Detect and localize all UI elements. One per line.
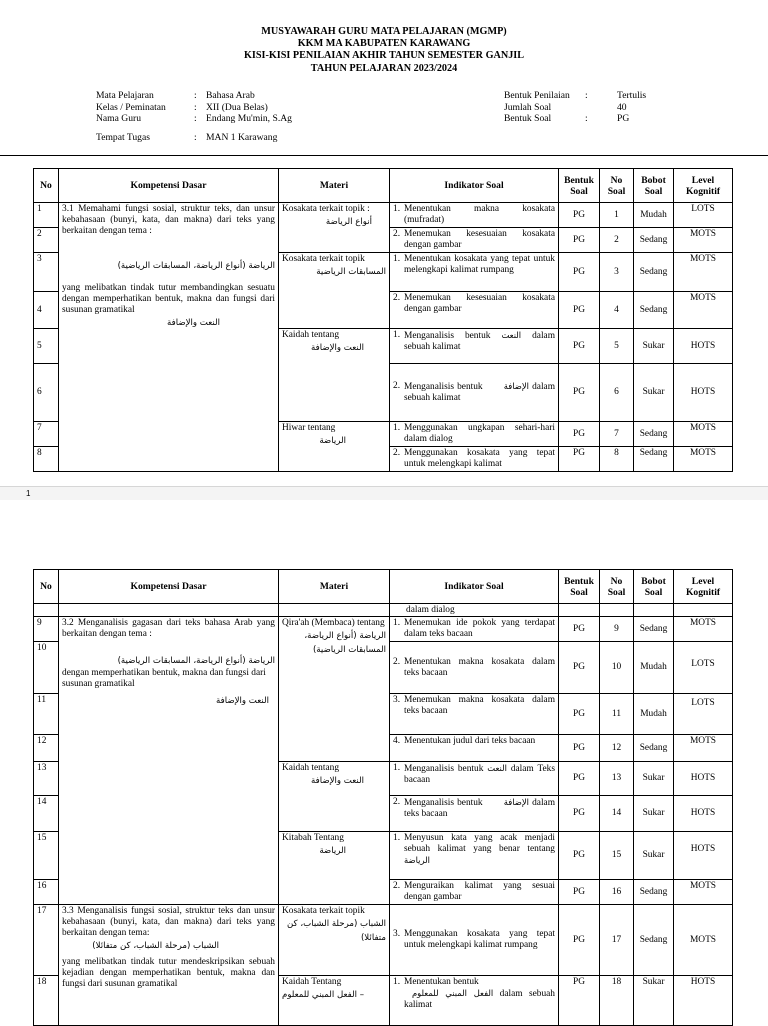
indikator-text: dalam sebuah kalimat [404,331,556,352]
cell-bobot: Sedang [634,880,674,905]
cell-no: 18 [34,976,59,1026]
kd-arabic: النعت والإضافة [167,318,220,328]
materi-text: Kitabah Tentang [282,833,344,843]
materi-text: Hiwar tentang [282,423,336,433]
cell-level: LOTS [674,203,733,228]
cell-bentuk: PG [559,694,600,735]
materi-text: Kosakata terkait topik [282,906,365,916]
indikator-number: 1. [393,618,401,628]
cell-indikator [390,447,559,472]
cell-kompetensi-dasar [59,617,279,905]
indikator-text: Teks bacaan [404,764,556,785]
th-indikator: Indikator Soal [390,169,559,203]
cell-indikator [390,832,559,880]
cell-level: MOTS [674,905,733,976]
cell-level: HOTS [674,796,733,832]
indikator-number: 2. [393,881,401,891]
cell-level: MOTS [674,447,733,472]
indikator-arabic: الإضافة [503,381,529,391]
cell-bobot: Sukar [634,832,674,880]
cell-no: 16 [34,880,59,905]
indikator-text: Menentukan bentuk [404,977,479,987]
kd-text: 3.2 Menganalisis gagasan dari teks bahasa Arab yang berkaitan dengan tema : [62,618,275,639]
th-no-soal: No Soal [600,570,634,604]
cell-level: HOTS [674,832,733,880]
kd-text: 3.1 Memahami fungsi sosial, struktur teks, dan unsur kebahasaan (bunyi, kata, dan makna) dari teks yang berkaitan dengan tema : [62,204,275,236]
th-bentuk: Bentuk Soal [559,570,600,604]
th-bobot: Bobot Soal [634,570,674,604]
cell-indikator [390,292,559,329]
cell-level: MOTS [674,880,733,905]
meta-label-mapel: Mata Pelajaran [96,90,154,101]
cell-bobot: Mudah [634,694,674,735]
materi-text: Qira'ah (Membaca) tentang [282,618,385,628]
th-no: No [34,169,59,203]
cell-bobot: Mudah [634,203,674,228]
kd-text: 3.3 Menganalisis fungsi sosial, struktur teks dan unsur kebahasaan (bunyi, kata, dan makna) dari teks yang berkaitan dengan tema: [62,906,275,938]
cell-bobot: Sukar [634,762,674,796]
colon: : [194,113,197,125]
cell-no-soal: 12 [600,735,634,762]
cell-no: 10 [34,642,59,694]
kd-text: yang melibatkan tindak tutur mendeskripsikan sebuah kejadian dengan memperhatikan bentuk, makna dan fungsi dari susunan gramatikal [62,957,275,989]
cell-materi [279,329,390,422]
kd-text: yang melibatkan tindak tutur membandingkan sesuatu dengan memperhatikan bentuk, makna dan fungsi dari susunan gramatikal [62,283,275,315]
indikator-text: dalam sebuah kalimat [404,382,556,403]
th-level: Level Kognitif [674,570,733,604]
indikator-text: Menentukan judul dari teks bacaan [404,736,536,746]
header-line-4: TAHUN PELAJARAN 2023/2024 [310,62,458,74]
table-row [34,617,733,642]
cell-bentuk: PG [559,617,600,642]
cell-indikator [390,329,559,364]
materi-arabic: النعت والإضافة [311,776,364,786]
cell-no-soal: 18 [600,976,634,1026]
meta-left [96,90,292,143]
indikator-text: dalam dialog [390,604,559,617]
kisi-kisi-table-page-1 [33,168,733,472]
cell-no-soal: 4 [600,292,634,329]
indikator-number: 4. [393,736,401,746]
meta-label-kelas: Kelas / Peminatan [96,101,166,113]
meta-label-tempat: Tempat Tugas [96,131,150,143]
cell-no: 12 [34,735,59,762]
cell-no-soal: 15 [600,832,634,880]
indikator-number: 1. [393,330,401,340]
cell-indikator [390,976,559,1026]
meta-value-jumlah-soal: 40 [617,101,627,113]
cell-bobot: Sedang [634,228,674,253]
cell-no-soal: 8 [600,447,634,472]
cell-level: MOTS [674,617,733,642]
cell-bobot: Sedang [634,735,674,762]
indikator-text: Menemukan kesesuaian kosakata dengan gambar [404,229,555,250]
cell-bentuk: PG [559,329,600,364]
cell-bentuk: PG [559,735,600,762]
indikator-arabic: النعت [487,763,507,773]
cell-no-soal: 5 [600,329,634,364]
indikator-text: Menganalisis bentuk [404,798,483,808]
cell-no-soal: 1 [600,203,634,228]
indikator-number: 1. [393,977,401,987]
kd-arabic: الرياضة (أنواع الرياضة، المسابقات الرياضية) [117,656,275,666]
cell-bentuk: PG [559,447,600,472]
cell-level: LOTS [674,642,733,694]
kd-arabic: النعت والإضافة [216,696,269,706]
cell-indikator [390,796,559,832]
indikator-number: 2. [393,381,401,391]
indikator-text: Menggunakan ungkapan sehari-hari dalam dialog [404,423,555,444]
indikator-number: 2. [393,293,401,303]
cell-bobot: Sedang [634,905,674,976]
cell-indikator [390,762,559,796]
cell-no: 4 [34,292,59,329]
indikator-number: 2. [393,229,401,239]
cell-no: 11 [34,694,59,735]
document-page-1 [0,0,768,484]
header-divider [0,155,768,156]
cell-materi [279,976,390,1026]
cell-no: 14 [34,796,59,832]
cell-no: 13 [34,762,59,796]
th-materi: Materi [279,169,390,203]
meta-label-bentuk-soal: Bentuk Soal [504,113,552,125]
cell-bobot: Sedang [634,447,674,472]
indikator-number: 1. [393,763,401,773]
cell-no: 3 [34,253,59,292]
indikator-text: dalam [510,764,534,774]
page-separator [0,486,768,501]
cell-indikator [390,422,559,447]
cell-no: 7 [34,422,59,447]
cell-materi [279,832,390,905]
cell-bobot: Sedang [634,292,674,329]
cell-level: MOTS [674,422,733,447]
cell-no-soal: 9 [600,617,634,642]
cell-bentuk: PG [559,762,600,796]
cell-level: HOTS [674,976,733,1026]
th-no-soal: No Soal [600,169,634,203]
cell-materi [279,762,390,832]
meta-label-guru: Nama Guru [96,113,142,125]
cell-indikator [390,905,559,976]
cell-bentuk: PG [559,976,600,1026]
materi-arabic: الرياضة [319,846,346,856]
table-row-carry [34,604,733,617]
cell-no-soal: 2 [600,228,634,253]
cell-level: LOTS [674,694,733,735]
th-kd: Kompetensi Dasar [59,169,279,203]
materi-arabic: الفعل المبني للمعلوم – [282,990,365,1000]
document-header [0,26,768,75]
cell-no-soal: 17 [600,905,634,976]
colon: : [585,90,588,101]
cell-no: 5 [34,329,59,364]
meta-value-bentuk-soal: PG [617,113,630,125]
cell-bentuk: PG [559,203,600,228]
cell-no-soal: 10 [600,642,634,694]
materi-text: Kosakata terkait topik : [282,204,370,214]
colon: : [194,90,197,101]
th-bobot: Bobot Soal [634,169,674,203]
cell-bobot: Sukar [634,976,674,1026]
cell-no-soal: 3 [600,253,634,292]
cell-bobot: Sedang [634,422,674,447]
cell-indikator [390,253,559,292]
meta-label-jumlah-soal: Jumlah Soal [504,101,552,113]
cell-bobot: Sukar [634,796,674,832]
cell-bentuk: PG [559,292,600,329]
cell-level: MOTS [674,735,733,762]
cell-materi [279,905,390,976]
cell-indikator [390,228,559,253]
indikator-number: 2. [393,448,401,458]
materi-text: Kosakata terkait topik [282,254,365,264]
cell-bobot: Sukar [634,329,674,364]
indikator-arabic: النعت [501,330,522,340]
cell-kompetensi-dasar [59,905,279,1026]
cell-bentuk: PG [559,880,600,905]
cell-indikator [390,364,559,422]
cell-bentuk: PG [559,228,600,253]
cell-indikator [390,617,559,642]
colon: : [194,101,197,113]
indikator-text: Menganalisis bentuk [404,382,483,392]
th-no: No [34,570,59,604]
cell-no: 8 [34,447,59,472]
cell-no: 2 [34,228,59,253]
indikator-arabic: الفعل المبني للمعلوم [412,988,494,998]
materi-arabic: النعت والإضافة [311,343,364,353]
meta-label-bentuk-penilaian: Bentuk Penilaian [504,90,570,101]
indikator-number: 2. [393,797,401,807]
indikator-text: Menemukan ide pokok yang terdapat dalam teks bacaan [404,618,555,639]
cell-level: MOTS [674,253,733,292]
cell-no-soal: 7 [600,422,634,447]
cell-indikator [390,735,559,762]
indikator-text: Menentukan makna kosakata (mufradat) [404,204,555,225]
indikator-arabic: الرياضة [404,855,430,865]
document-page-2 [0,500,768,1024]
cell-no-soal: 11 [600,694,634,735]
materi-arabic: الشباب (مرحلة الشباب، كن متفائلا) [286,919,386,943]
indikator-number: 1. [393,254,401,264]
indikator-number: 1. [393,833,401,843]
table-row [34,203,733,228]
header-line-3: KISI-KISI PENILAIAN AKHIR TAHUN SEMESTER GANJIL [243,50,525,62]
materi-text: Kaidah tentang [282,763,340,773]
kd-arabic: الشباب (مرحلة الشباب، كن متفائلا) [92,941,219,951]
meta-value-guru: Endang Mu'min, S.Ag [206,113,292,125]
cell-no: 6 [34,364,59,422]
table-row [34,905,733,976]
cell-no-soal: 14 [600,796,634,832]
materi-arabic: الرياضة [319,436,346,446]
meta-value-mapel: Bahasa Arab [206,90,255,101]
table-header-row [34,570,733,604]
th-kd: Kompetensi Dasar [59,570,279,604]
cell-no-soal: 6 [600,364,634,422]
meta-right [504,90,646,125]
th-level: Level Kognitif [674,169,733,203]
th-indikator: Indikator Soal [390,570,559,604]
cell-level: HOTS [674,364,733,422]
cell-bentuk: PG [559,642,600,694]
indikator-text: dalam teks bacaan [404,798,556,819]
cell-bobot: Sedang [634,253,674,292]
cell-level: MOTS [674,292,733,329]
materi-text: Kaidah Tentang [282,977,342,987]
indikator-text: Menentukan kosakata yang tepat untuk melengkapi kalimat rumpang [404,254,555,275]
indikator-text: Menggunakan kosakata yang tepat untuk melengkapi kalimat [404,448,555,469]
indikator-number: 1. [393,423,401,433]
indikator-text: Menemukan kesesuaian kosakata dengan gambar [404,293,555,314]
cell-no: 1 [34,203,59,228]
cell-bentuk: PG [559,832,600,880]
cell-indikator [390,880,559,905]
cell-level: HOTS [674,329,733,364]
kd-arabic: الرياضة (أنواع الرياضة، المسابقات الرياضية) [117,261,275,271]
cell-indikator [390,694,559,735]
cell-level: MOTS [674,228,733,253]
cell-bobot: Mudah [634,642,674,694]
meta-value-tempat: MAN 1 Karawang [206,131,278,143]
indikator-text: dalam sebuah kalimat [404,989,555,1010]
indikator-text: Menguraikan kalimat yang sesuai dengan gambar [404,881,555,902]
indikator-number: 3. [393,929,401,939]
colon: : [194,131,197,143]
indikator-text: Menentukan makna kosakata dalam teks bacaan [404,656,555,678]
cell-no-soal: 13 [600,762,634,796]
cell-no: 15 [34,832,59,880]
cell-kompetensi-dasar [59,203,279,472]
materi-text: Kaidah tentang [282,330,340,340]
cell-bentuk: PG [559,796,600,832]
indikator-text: Menganalisis bentuk [404,764,484,774]
cell-materi [279,422,390,472]
cell-bobot: Sukar [634,364,674,422]
cell-materi [279,203,390,253]
cell-indikator [390,642,559,694]
cell-indikator [390,203,559,228]
kd-text: dengan memperhatikan bentuk, makna dan fungsi dari susunan gramatikal [62,668,266,689]
kisi-kisi-table-page-2 [33,569,733,1026]
cell-bentuk: PG [559,905,600,976]
table-header-row [34,169,733,203]
materi-arabic: أنواع الرياضة [325,217,372,227]
page-number: 1 [26,489,31,498]
indikator-number: 2. [393,656,401,667]
indikator-number: 1. [393,204,401,214]
indikator-text: Menemukan makna kosakata dalam teks bacaan [404,695,555,716]
indikator-arabic: الإضافة [503,797,529,807]
header-line-1: MUSYAWARAH GURU MATA PELAJARAN (MGMP) [261,26,507,37]
cell-bentuk: PG [559,422,600,447]
colon: : [585,113,588,125]
header-line-2: KKM MA KABUPATEN KARAWANG [297,38,471,50]
th-materi: Materi [279,570,390,604]
meta-value-kelas: XII (Dua Belas) [206,101,268,113]
cell-no: 9 [34,617,59,642]
cell-materi [279,253,390,329]
cell-materi [279,617,390,762]
materi-arabic: الرياضة (أنواع الرياضة، المسابقات الرياضية) [304,631,386,655]
cell-bobot: Sedang [634,617,674,642]
indikator-text: Menganalisis bentuk [404,331,491,341]
meta-value-bentuk-penilaian: Tertulis [617,90,647,101]
materi-arabic: المسابقات الرياضية [316,267,386,277]
th-bentuk: Bentuk Soal [559,169,600,203]
indikator-number: 3. [393,695,401,705]
cell-bentuk: PG [559,364,600,422]
cell-no-soal: 16 [600,880,634,905]
indikator-text: Menyusun kata yang acak menjadi sebuah kalimat yang benar tentang [404,833,555,854]
cell-no: 17 [34,905,59,976]
cell-bentuk: PG [559,253,600,292]
indikator-text: Menggunakan kosakata yang tepat untuk melengkapi kalimat rumpang [404,929,555,950]
cell-level: HOTS [674,762,733,796]
